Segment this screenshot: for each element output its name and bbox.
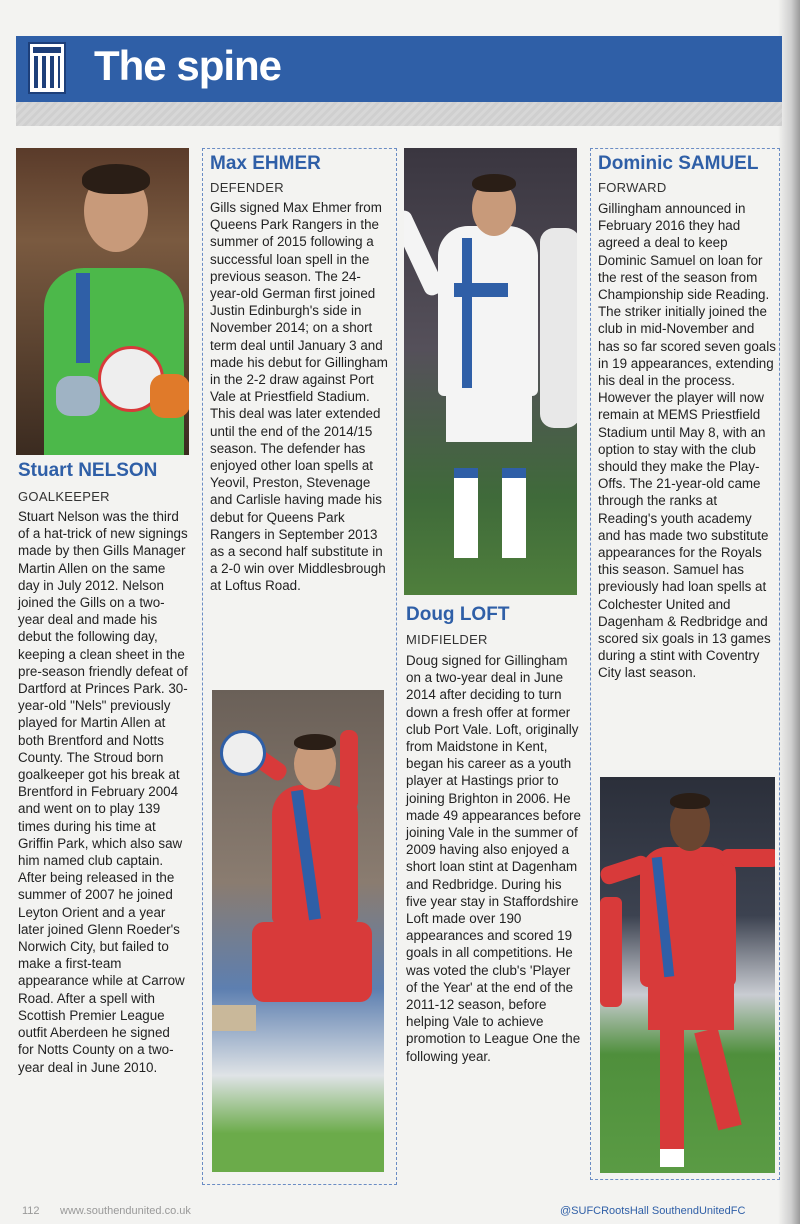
player-bio-ehmer: Gills signed Max Ehmer from Queens Park Rangers in the summer of 2015 following a successful loan spell in the previous season. The 24-year-old German first joined Justin Edinburgh's side in November 2014; on a short term deal until January 3 and made his debut for Gillingham in the 2-2 draw against Port Vale at Priestfield Stadium. This deal was later extended until the end of the 2014/15 season. The defender has enjoyed other loan spells at Yeovil, Preston, Stevenage and Carlisle having made his debut for Queens Park Rangers in September 2013 as a second half substitute in a 2-0 win over Middlesbrough at Loftus Road. [210,200,388,594]
player-name-ehmer: Max EHMER [210,153,321,174]
player-bio-samuel: Gillingham announced in February 2016 they had agreed a deal to keep Dominic Samuel on loan for the rest of the season from Championship side Reading. The striker initially joined the club in mid-November and has so far scored seven goals in 19 appearances, extending his deal in the process. However the player will now remain at MEMS Priestfield Stadium until May 8, with an option to stay with the club should they make the Play-Offs. The 21-year-old came through the ranks at Reading's youth academy and has made two substitute appearances for the Royals this season. Samuel has previously had loan spells at Colchester United and Dagenham & Redbridge and scored six goals in 13 games during a stint with Coventry City last season. [598,201,776,681]
club-crest-icon [28,42,66,94]
page-gutter-shadow [778,0,800,1224]
player-bio-loft: Doug signed for Gillingham on a two-year deal in June 2014 after deciding to turn down a fresh offer at former club Port Vale. Loft, originally from Maidstone in Kent, began his career as a youth player at Hastings prior to joining Brighton in 2006. He made 49 appearances before joining Vale in the summer of 2009 having also enjoyed a short loan stint at Dagenham and Redbridge. During his five year stay in Staffordshire Loft made over 190 appearances and scored 19 goals in all competitions. He was voted the club's 'Player of the Year' at the end of the 2011-12 season, before helping Vale to achieve promotion to League One the following year. [406,653,581,1064]
player-bio-nelson: Stuart Nelson was the third of a hat-trick of new signings made by then Gills Manager Martin Allen on the same day in July 2012. Nelson joined the Gills on a two-year deal and made his debut the following day, keeping a clean sheet in the pre-season friendly defeat of Dartford at Princes Park. 30-year-old "Nels" previously played for Martin Allen at both Brentford and Notts County. The Stroud born goalkeeper got his break at Brentford in February 2004 and went on to play 139 times during his time at Griffin Park, which also saw him named club captain. After being released in the summer of 2007 he joined Leyton Orient and a year later joined Glenn Roeder's Norwich City, but failed to make a first-team appearance while at Carrow Road. After a spell with Scottish Premier League outfit Aberdeen he signed for Notts County on a two-year deal in June 2010. [18,509,188,1075]
player-position-samuel: FORWARD [598,180,667,195]
player-name-samuel: Dominic SAMUEL [598,153,759,174]
photo-doug-loft [404,148,577,595]
photo-max-ehmer [212,690,384,1172]
player-name-loft: Doug LOFT [406,604,510,625]
player-position-loft: MIDFIELDER [406,632,488,647]
page-title: The spine [94,42,282,89]
photo-stuart-nelson [16,148,189,455]
footer-social: @SUFCRootsHall SouthendUnitedFC [560,1205,746,1217]
footer-website: www.southendunited.co.uk [60,1205,191,1217]
player-position-ehmer: DEFENDER [210,180,284,195]
footer-page-number: 112 [22,1205,40,1217]
header-band [16,102,782,126]
player-position-nelson: GOALKEEPER [18,489,110,504]
photo-dominic-samuel [600,777,775,1173]
section-header [16,36,782,102]
player-name-nelson: Stuart NELSON [18,460,158,481]
